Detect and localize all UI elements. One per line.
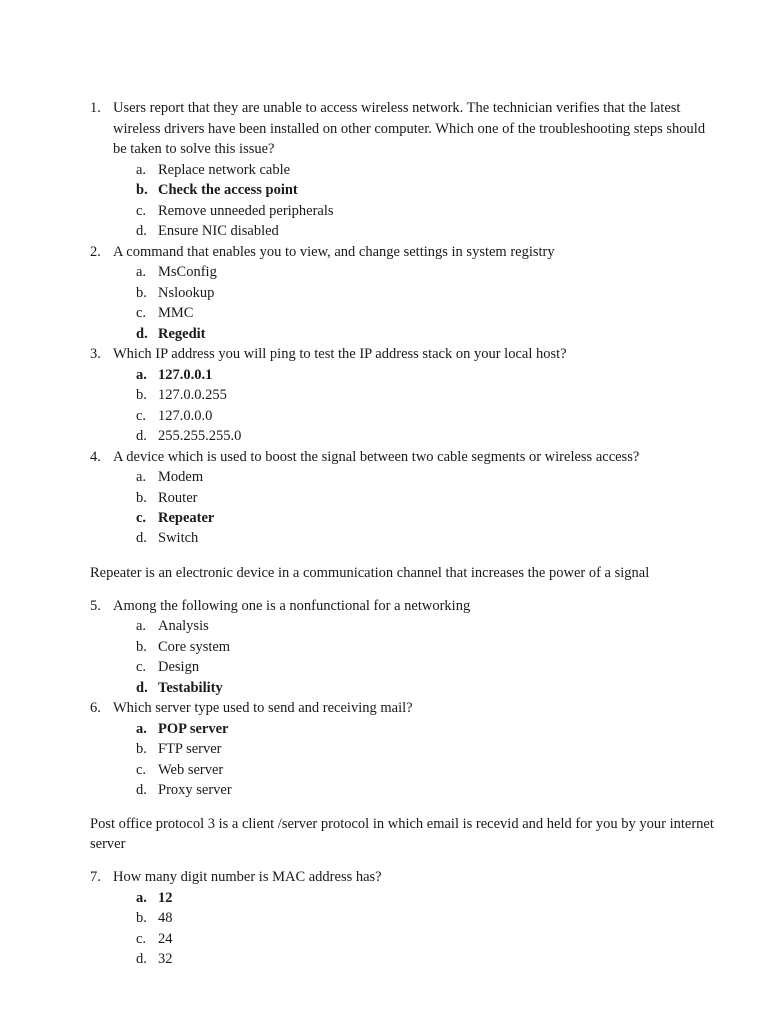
option-letter-correct: a. <box>136 890 147 906</box>
option-letter-correct: a. <box>136 367 147 383</box>
option-text: Proxy server <box>158 782 232 798</box>
question-text: wireless drivers have been installed on other computer. Which one of the troubleshooting steps should <box>113 121 706 137</box>
option-letter: c. <box>136 659 147 675</box>
option-letter: a. <box>136 264 147 280</box>
option-text: Modem <box>158 469 204 485</box>
option-text-correct: POP server <box>158 721 229 737</box>
question-number: 1. <box>90 100 101 116</box>
option-text: Core system <box>158 639 231 655</box>
option-letter: d. <box>136 782 147 798</box>
option-text: Switch <box>158 530 199 546</box>
option-letter: d. <box>136 530 147 546</box>
option-text: 48 <box>158 910 173 926</box>
option-text: Analysis <box>158 618 209 634</box>
option-letter: d. <box>136 951 147 967</box>
option-text: Web server <box>158 762 224 778</box>
option-text: 32 <box>158 951 173 967</box>
option-text: Ensure NIC disabled <box>158 223 279 239</box>
option-letter: c. <box>136 203 147 219</box>
question-number: 4. <box>90 449 101 465</box>
option-letter-correct: d. <box>136 326 148 342</box>
option-letter: d. <box>136 223 147 239</box>
option-text: 24 <box>158 931 173 947</box>
question-number: 3. <box>90 346 101 362</box>
option-letter: b. <box>136 639 147 655</box>
option-letter: c. <box>136 305 147 321</box>
option-text-correct: Check the access point <box>158 182 298 198</box>
option-letter-correct: c. <box>136 510 147 526</box>
question-text: Users report that they are unable to access wireless network. The technician verifies that the latest <box>113 100 681 116</box>
option-text-correct: Regedit <box>158 326 206 342</box>
option-text: Nslookup <box>158 285 215 301</box>
question-text: Which IP address you will ping to test the IP address stack on your local host? <box>113 346 567 362</box>
option-letter-correct: a. <box>136 721 147 737</box>
option-text: 127.0.0.255 <box>158 387 227 403</box>
question-number: 6. <box>90 700 101 716</box>
option-text: 255.255.255.0 <box>158 428 242 444</box>
option-text: MsConfig <box>158 264 217 280</box>
question-text: A device which is used to boost the signal between two cable segments or wireless access? <box>113 449 640 465</box>
option-letter-correct: b. <box>136 182 148 198</box>
option-text-correct: Testability <box>158 680 223 696</box>
option-text: FTP server <box>158 741 222 757</box>
option-letter-correct: d. <box>136 680 148 696</box>
option-text-correct: Repeater <box>158 510 215 526</box>
question-text: How many digit number is MAC address has? <box>113 869 382 885</box>
question-text: A command that enables you to view, and change settings in system registry <box>113 244 555 260</box>
option-text: Replace network cable <box>158 162 291 178</box>
question-number: 7. <box>90 869 101 885</box>
option-letter: b. <box>136 741 147 757</box>
option-letter: a. <box>136 162 147 178</box>
option-letter: a. <box>136 618 147 634</box>
option-letter: a. <box>136 469 147 485</box>
question-text: be taken to solve this issue? <box>113 141 275 157</box>
option-text: MMC <box>158 305 194 321</box>
explanation-note: Post office protocol 3 is a client /server protocol in which email is recevid and held for you by your internet <box>90 816 714 832</box>
option-letter: d. <box>136 428 147 444</box>
option-letter: b. <box>136 490 147 506</box>
option-text: Remove unneeded peripherals <box>158 203 334 219</box>
option-text-correct: 12 <box>158 890 173 906</box>
option-letter: c. <box>136 762 147 778</box>
option-letter: c. <box>136 931 147 947</box>
option-text: Router <box>158 490 198 506</box>
explanation-note: Repeater is an electronic device in a communication channel that increases the power of a signal <box>90 565 650 581</box>
question-text: Among the following one is a nonfunctional for a networking <box>113 598 471 614</box>
question-number: 5. <box>90 598 101 614</box>
option-text-correct: 127.0.0.1 <box>158 367 213 383</box>
option-letter: b. <box>136 285 147 301</box>
explanation-note: server <box>90 836 126 852</box>
option-text: 127.0.0.0 <box>158 408 213 424</box>
option-letter: b. <box>136 387 147 403</box>
option-letter: c. <box>136 408 147 424</box>
option-text: Design <box>158 659 200 675</box>
question-number: 2. <box>90 244 101 260</box>
option-letter: b. <box>136 910 147 926</box>
question-text: Which server type used to send and receiving mail? <box>113 700 413 716</box>
